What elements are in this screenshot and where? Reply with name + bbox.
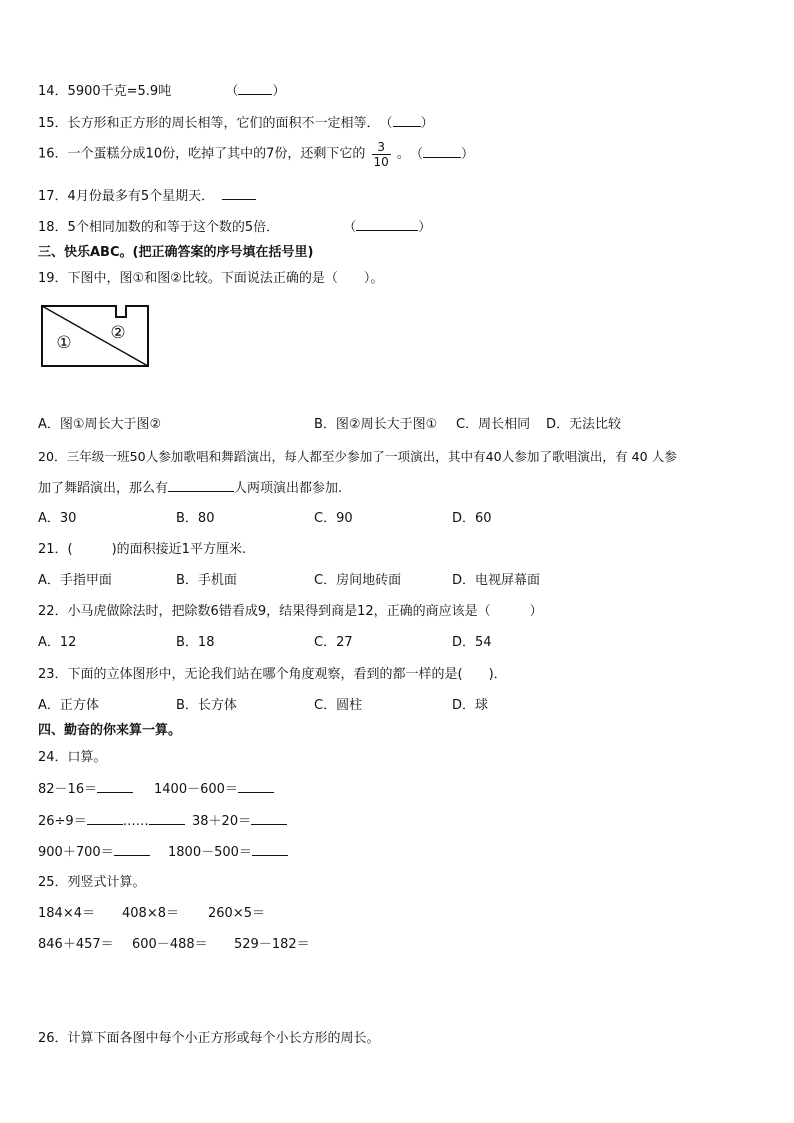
- q23-option-d[interactable]: D．球: [452, 698, 489, 713]
- question-24-text: 24．口算。: [38, 750, 107, 765]
- question-18-text: 18．5个相同加数的和等于这个数的5倍．: [38, 220, 280, 235]
- q23-option-b[interactable]: B．长方体: [176, 698, 237, 713]
- q24-expr-5: 900＋700＝: [38, 843, 150, 862]
- q21-option-c[interactable]: C．房间地砖面: [314, 573, 402, 588]
- question-23-text: 23．下面的立体图形中，无论我们站在哪个角度观察，看到的都一样的是( )．: [38, 667, 507, 682]
- question-17: [38, 187, 256, 206]
- question-14: [38, 82, 285, 101]
- q25-expr-5: 600－488＝: [132, 937, 208, 952]
- answer-blank[interactable]: [252, 843, 288, 856]
- question-15: [38, 114, 434, 133]
- question-15-text: 15．长方形和正方形的周长相等，它们的面积不一定相等．: [38, 116, 380, 131]
- figure-label-2: ②: [110, 323, 126, 343]
- question-16: 16．一个蛋糕分成10份，吃掉了其中的7份，还剩下它的 $\frac{3}{10}$ 。（ ）: [38, 140, 474, 169]
- answer-paren: （ ）: [409, 147, 474, 162]
- q22-option-a[interactable]: A．12: [38, 635, 77, 650]
- question-19-figure: [40, 304, 152, 368]
- section-4-title: 四、勤奋的你来算一算。: [38, 723, 182, 738]
- answer-blank[interactable]: [87, 812, 123, 825]
- question-20-line-1: 20．三年级一班50人参加歌唱和舞蹈演出，每人都至少参加了一项演出，其中有40人参加了歌唱演出，有 40 人参: [38, 449, 677, 464]
- question-26-text: 26．计算下面各图中每个小正方形或每个小长方形的周长。: [38, 1031, 380, 1046]
- answer-paren: （ ）: [379, 116, 434, 131]
- question-21-text: 21．( )的面积接近1平方厘米.: [38, 542, 247, 557]
- q19-option-a[interactable]: A．图①周长大于图②: [38, 417, 162, 432]
- answer-blank[interactable]: [168, 479, 234, 492]
- q20-option-c[interactable]: C．90: [314, 511, 353, 526]
- q20-option-b[interactable]: B．80: [176, 511, 215, 526]
- question-22-text: 22．小马虎做除法时，把除数6错看成9，结果得到商是12，正确的商应该是（ ）: [38, 604, 543, 619]
- q25-expr-4: 846＋457＝: [38, 937, 114, 952]
- fraction: $\frac{3}{10}$: [373, 140, 389, 169]
- q24-expr-1: 82－16＝: [38, 780, 133, 799]
- answer-blank[interactable]: [238, 780, 274, 793]
- q24-expr-2: 1400－600＝: [154, 780, 274, 799]
- q21-option-a[interactable]: A．手指甲面: [38, 573, 112, 588]
- q22-option-c[interactable]: C．27: [314, 635, 353, 650]
- q24-expr-3: 26÷9＝ ……: [38, 812, 185, 831]
- question-17-text: 17．4月份最多有5个星期天．: [38, 189, 215, 204]
- q19-option-d[interactable]: D．无法比较: [546, 417, 622, 432]
- q21-option-d[interactable]: D．电视屏幕面: [452, 573, 541, 588]
- q23-option-a[interactable]: A．正方体: [38, 698, 99, 713]
- question-14-text: 14．5900千克=5.9吨: [38, 84, 172, 99]
- figure-label-1: ①: [56, 333, 72, 353]
- section-3-title: 三、快乐ABC。(把正确答案的序号填在括号里): [38, 245, 314, 260]
- q20-option-a[interactable]: A．30: [38, 511, 77, 526]
- question-16-text: 16．一个蛋糕分成10份，吃掉了其中的7份，还剩下它的: [38, 146, 366, 162]
- answer-blank[interactable]: [97, 780, 133, 793]
- answer-blank[interactable]: [149, 812, 185, 825]
- answer-blank[interactable]: [251, 812, 287, 825]
- q23-option-c[interactable]: C．圆柱: [314, 698, 363, 713]
- q25-expr-2: 408×8＝: [122, 906, 179, 921]
- q25-expr-1: 184×4＝: [38, 906, 95, 921]
- question-19-text: 19．下图中，图①和图②比较。下面说法正确的是（ ）。: [38, 271, 384, 286]
- q25-expr-6: 529－182＝: [234, 937, 310, 952]
- answer-blank[interactable]: [393, 114, 421, 127]
- answer-blank[interactable]: [114, 843, 150, 856]
- answer-blank[interactable]: [423, 145, 461, 158]
- answer-blank[interactable]: [356, 218, 418, 231]
- question-20-line-2: 加了舞蹈演出，那么有 人两项演出都参加.: [38, 481, 343, 496]
- q24-expr-4: 38＋20＝: [192, 812, 287, 831]
- q19-option-b[interactable]: B．图②周长大于图①: [314, 417, 438, 432]
- answer-blank[interactable]: [222, 187, 256, 200]
- answer-paren: （ ）: [225, 84, 286, 99]
- q19-option-c[interactable]: C．周长相同: [456, 417, 531, 432]
- q22-option-b[interactable]: B．18: [176, 635, 215, 650]
- question-25-text: 25．列竖式计算。: [38, 875, 146, 890]
- answer-paren: （ ）: [343, 220, 432, 235]
- q20-option-d[interactable]: D．60: [452, 511, 492, 526]
- q22-option-d[interactable]: D．54: [452, 635, 492, 650]
- q25-expr-3: 260×5＝: [208, 906, 265, 921]
- question-18: [38, 218, 431, 237]
- q24-expr-6: 1800－500＝: [168, 843, 288, 862]
- q21-option-b[interactable]: B．手机面: [176, 573, 237, 588]
- answer-blank[interactable]: [238, 82, 272, 95]
